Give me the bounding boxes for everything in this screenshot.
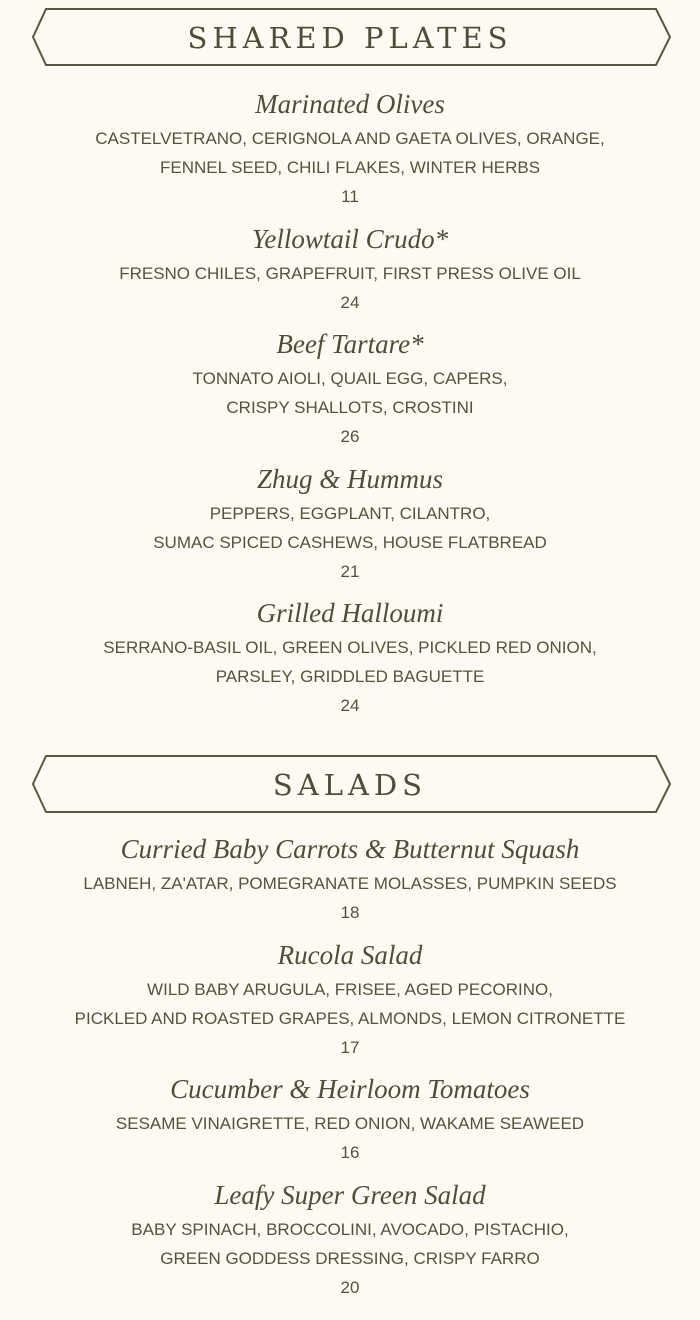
item-name: Beef Tartare*: [276, 329, 424, 359]
item-description: SERRANO-BASIL OIL, GREEN OLIVES, PICKLED RED ONION,: [103, 638, 597, 657]
item-name: Zhug & Hummus: [256, 463, 444, 494]
item-description: CASTELVETRANO, CERIGNOLA AND GAETA OLIVES, ORANGE,: [95, 129, 605, 148]
menu-item: [0, 593, 700, 720]
item-price: 24: [340, 696, 360, 715]
section-header: [0, 8, 700, 66]
item-description: CRISPY SHALLOTS, CROSTINI: [226, 398, 474, 417]
item-name: Yellowtail Crudo*: [251, 223, 449, 254]
menu-item: [0, 1175, 700, 1302]
item-price: 11: [341, 187, 359, 206]
item-price: 26: [340, 427, 360, 446]
menu-item: [0, 829, 700, 927]
section-title: SHARED PLATES: [187, 21, 513, 55]
menu-item: [0, 1069, 700, 1167]
item-description: PICKLED AND ROASTED GRAPES, ALMONDS, LEMON CITRONETTE: [74, 1008, 626, 1028]
menu-item: [0, 324, 700, 451]
item-description: LABNEH, ZA'ATAR, POMEGRANATE MOLASSES, PUMPKIN SEEDS: [83, 874, 617, 893]
item-name: Grilled Halloumi: [256, 598, 444, 628]
item-description: PEPPERS, EGGPLANT, CILANTRO,: [209, 503, 491, 523]
item-price: 16: [340, 1143, 360, 1162]
item-name: Cucumber & Heirloom Tomatoes: [170, 1074, 530, 1104]
item-name: Leafy Super Green Salad: [214, 1179, 486, 1210]
item-description: BABY SPINACH, BROCCOLINI, AVOCADO, PISTACHIO,: [131, 1219, 569, 1239]
item-description: GREEN GODDESS DRESSING, CRISPY FARRO: [160, 1248, 540, 1268]
item-price: 24: [340, 292, 360, 312]
section-title: SALADS: [272, 768, 428, 802]
item-description: SUMAC SPICED CASHEWS, HOUSE FLATBREAD: [153, 532, 547, 552]
item-description: PARSLEY, GRIDDLED BAGUETTE: [215, 667, 485, 686]
section-header: [0, 755, 700, 813]
item-price: 21: [340, 561, 360, 581]
item-description: FENNEL SEED, CHILI FLAKES, WINTER HERBS: [159, 158, 541, 177]
item-name: Curried Baby Carrots & Butternut Squash: [120, 834, 580, 864]
item-description: WILD BABY ARUGULA, FRISEE, AGED PECORINO,: [147, 979, 553, 999]
item-description: FRESNO CHILES, GRAPEFRUIT, FIRST PRESS OLIVE OIL: [119, 263, 581, 283]
item-price: 18: [340, 903, 360, 922]
item-name: Rucola Salad: [277, 939, 423, 970]
menu-section: [0, 755, 700, 1302]
item-description: TONNATO AIOLI, QUAIL EGG, CAPERS,: [192, 369, 508, 388]
item-price: 17: [340, 1037, 360, 1057]
item-name: Marinated Olives: [255, 89, 445, 119]
menu-item: [0, 84, 700, 211]
item-description: SESAME VINAIGRETTE, RED ONION, WAKAME SEAWEED: [115, 1114, 585, 1133]
menu-item: [0, 459, 700, 586]
item-price: 20: [340, 1277, 360, 1297]
menu-item: [0, 935, 700, 1062]
menu-item: [0, 219, 700, 317]
menu-section: [0, 8, 700, 720]
